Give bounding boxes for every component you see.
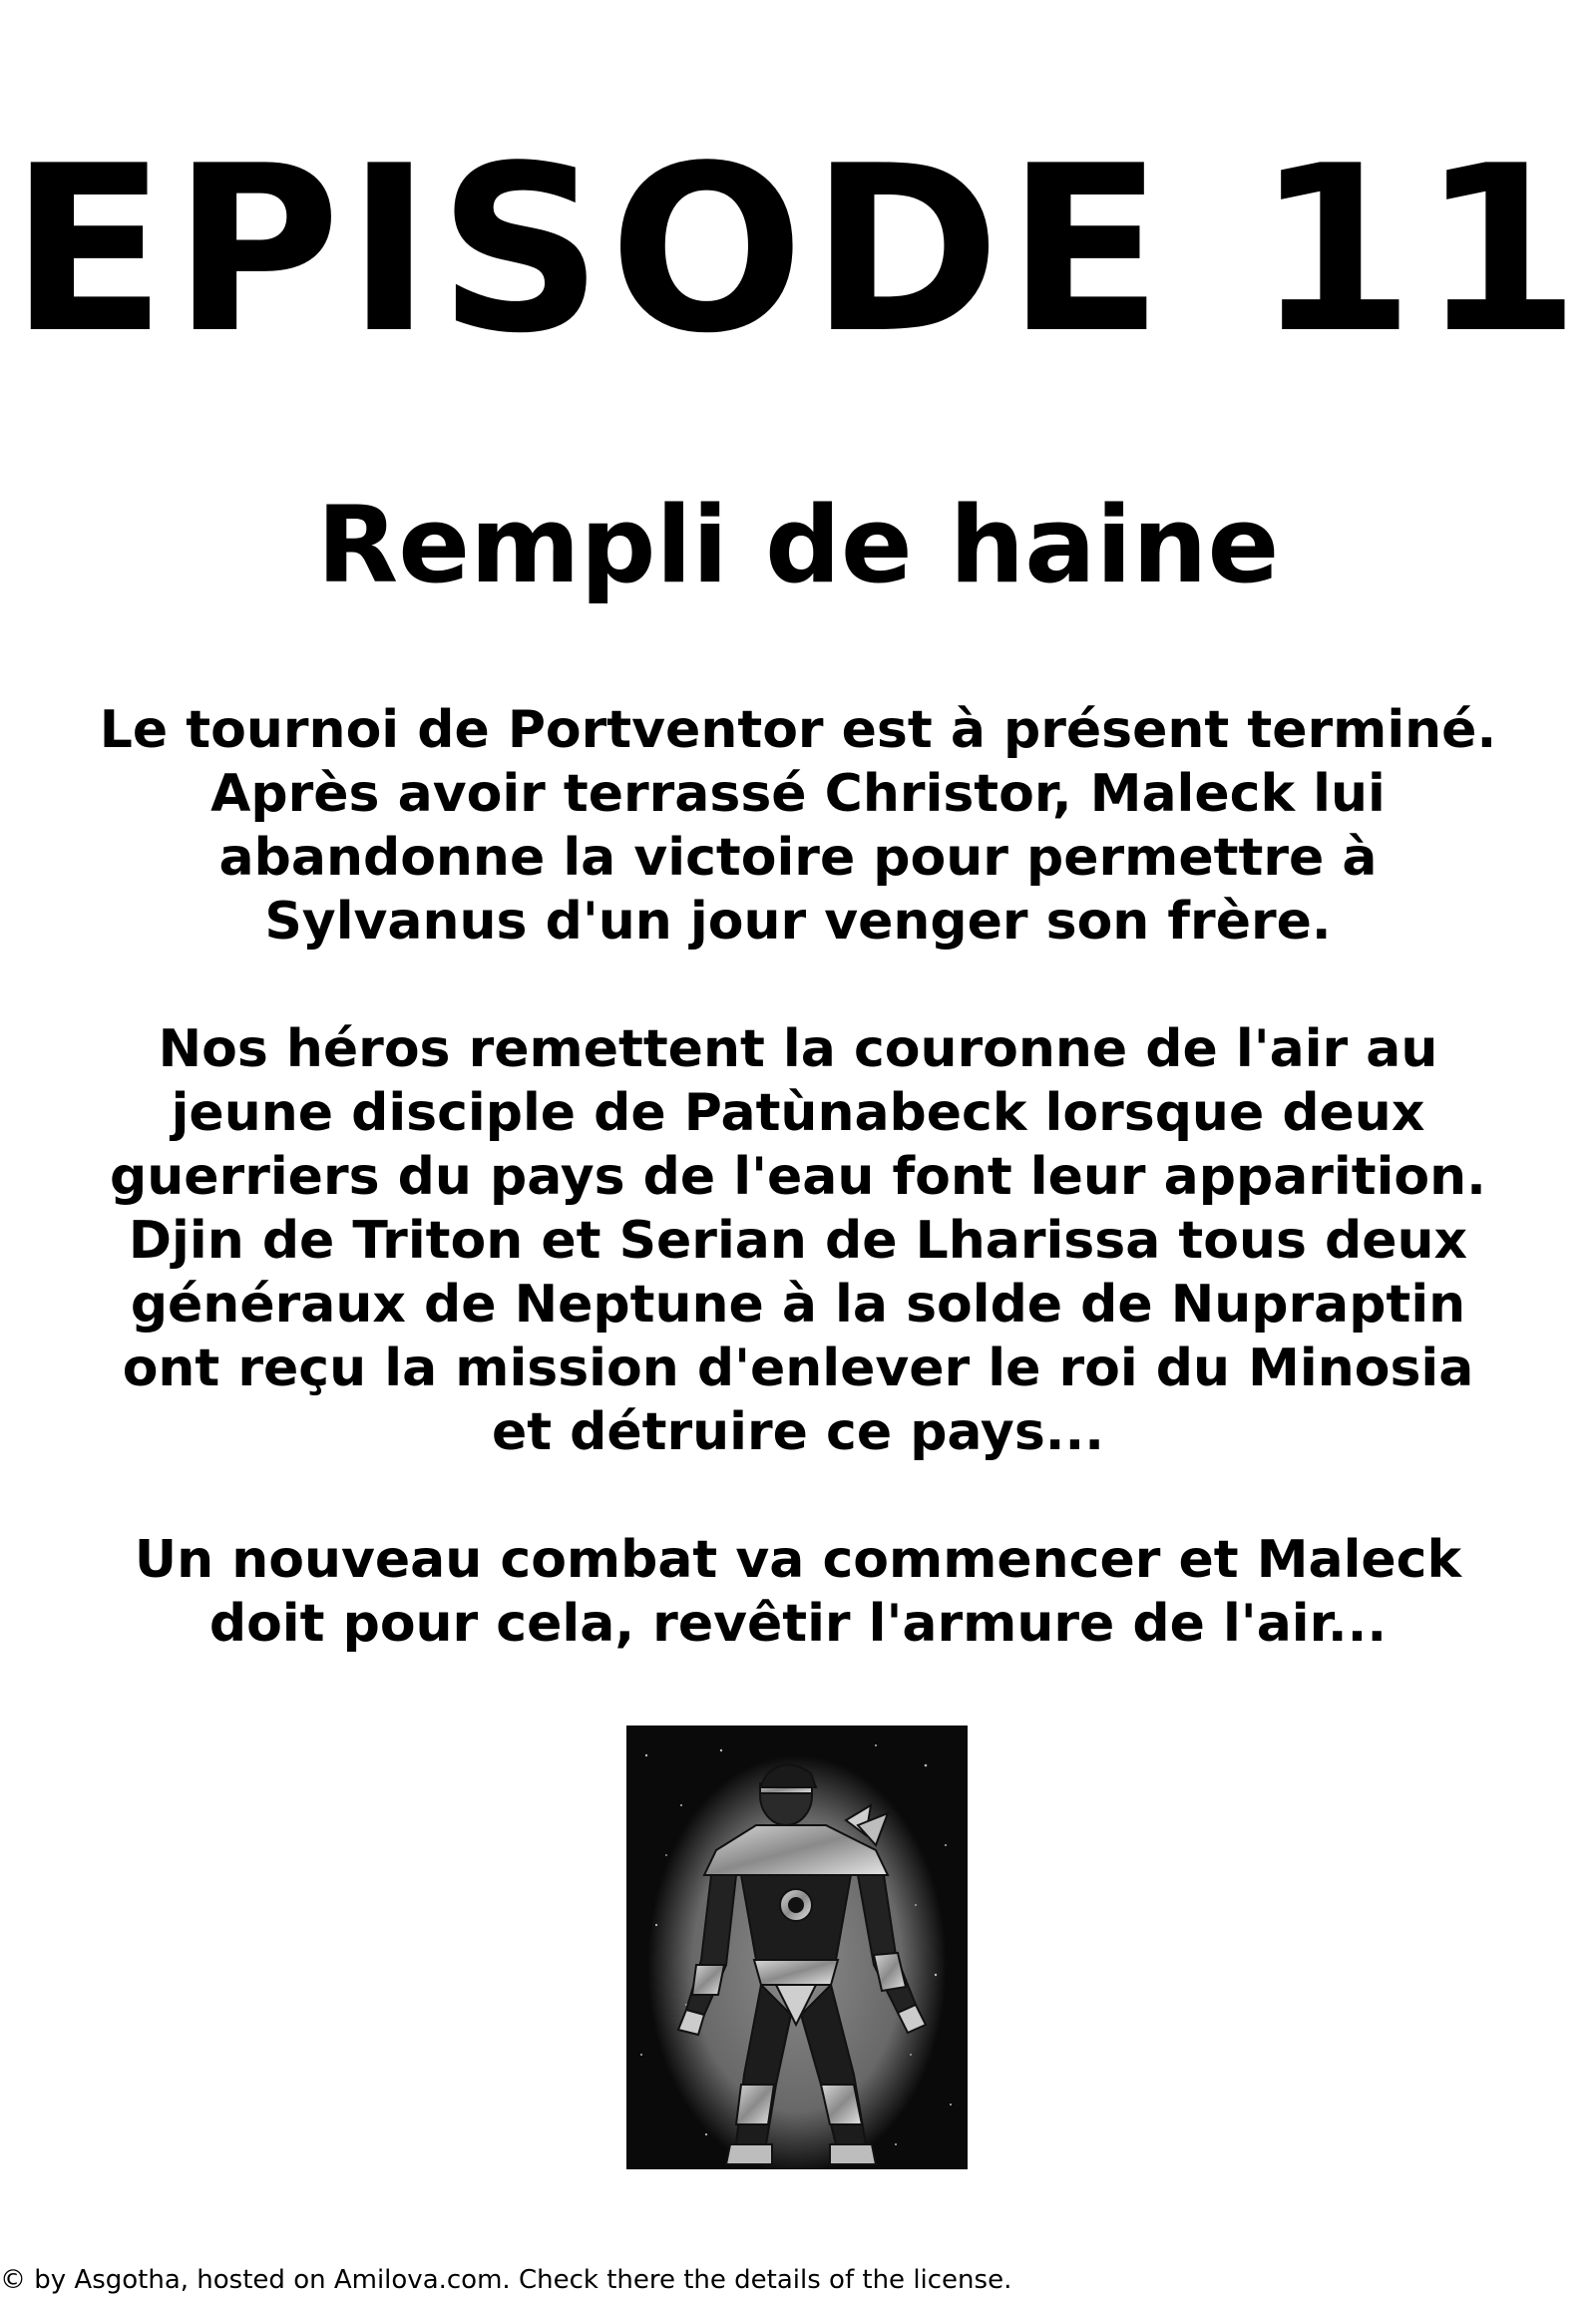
- synopsis-line: ont reçu la mission d'enlever le roi du Minosia: [122, 1339, 1474, 1398]
- warrior-figure-icon: [626, 1725, 968, 2169]
- synopsis-line: et détruire ce pays...: [491, 1402, 1105, 1462]
- synopsis-line: Sylvanus d'un jour venger son frère.: [264, 892, 1332, 952]
- license-credit: © by Asgotha, hosted on Amilova.com. Check there the details of the license.: [0, 2265, 1012, 2295]
- synopsis-line: Nos héros remettent la couronne de l'air au: [158, 1019, 1438, 1079]
- synopsis-paragraph-2: [60, 1017, 1536, 1464]
- episode-title: Rempli de haine: [316, 484, 1280, 606]
- synopsis-line: Le tournoi de Portventor est à présent terminé.: [99, 700, 1497, 760]
- synopsis-line: abandonne la victoire pour permettre à: [218, 828, 1378, 888]
- synopsis-line: généraux de Neptune à la solde de Nupraptin: [130, 1275, 1466, 1335]
- synopsis-paragraph-1: [60, 698, 1536, 954]
- synopsis-line: guerriers du pays de l'eau font leur apparition.: [110, 1147, 1486, 1207]
- synopsis-paragraph-3: [60, 1528, 1536, 1656]
- synopsis-line: jeune disciple de Patùnabeck lorsque deux: [171, 1083, 1425, 1143]
- episode-number: EPISODE 11: [9, 118, 1587, 384]
- warrior-illustration: [626, 1725, 968, 2169]
- synopsis-line: Un nouveau combat va commencer et Maleck: [134, 1530, 1462, 1590]
- synopsis-line: Djin de Triton et Serian de Lharissa tous deux: [128, 1211, 1468, 1271]
- synopsis-line: doit pour cela, revêtir l'armure de l'air...: [208, 1594, 1388, 1654]
- synopsis: [60, 698, 1536, 1720]
- synopsis-line: Après avoir terrassé Christor, Maleck lui: [210, 764, 1386, 824]
